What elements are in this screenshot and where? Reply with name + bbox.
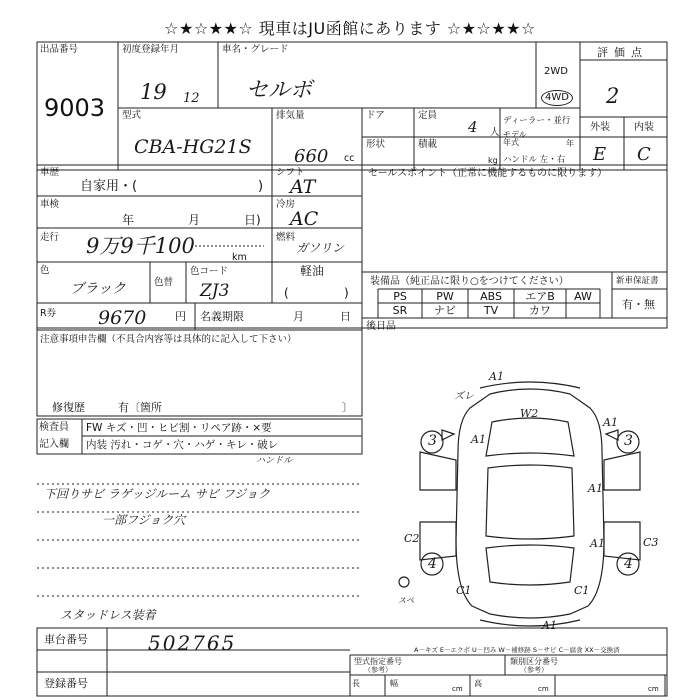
equip-pw: PW [436, 290, 454, 303]
eval-score: 2 [606, 84, 620, 108]
inspector-handwritten: ハンドル [256, 456, 293, 466]
diagram-mark-door-right: A1 [588, 482, 603, 495]
damage-legend: A－キズ E－エクボ U－凹み W－補修跡 S－サビ C－腐食 XX－交換済 [414, 646, 620, 654]
drive-4wd: 4WD [541, 90, 573, 106]
repaint-label: 色替 [154, 277, 174, 288]
sales-label: セールスポイント（正常に機能するものに限ります） [368, 168, 608, 179]
equip-tv: TV [483, 304, 499, 317]
capacity-value: 4 [468, 118, 478, 136]
warranty-label: 新車保証書 [616, 276, 659, 286]
ref-label-1: （参考） [364, 666, 392, 674]
color-label: 色 [40, 265, 50, 276]
history-value: 自家用・( [80, 179, 138, 194]
diagram-mark-front-left: ズレ [454, 391, 474, 402]
handle-label: ハンドル 左・右 [503, 155, 566, 165]
displacement-value: 660 [294, 146, 329, 167]
eval-label: 評価点 [597, 46, 648, 59]
color-code-label: 色コード [190, 266, 229, 277]
mileage-value: 9万9千100 [86, 234, 195, 258]
shape-label: 形状 [366, 139, 386, 150]
inspector-row-interior: 内装 汚れ・コゲ・穴・ハゲ・キレ・破レ [86, 439, 279, 451]
diagram-mark-sill-right: C3 [643, 536, 659, 549]
dim-height-unit: cm [648, 685, 659, 693]
displacement-label: 排気量 [276, 110, 305, 121]
equip-navi: ナビ [434, 304, 456, 317]
dealer-label: ディーラー・並行 [503, 116, 571, 126]
equip-sr: SR [392, 304, 408, 317]
aftermarket-label: 後日品 [366, 321, 396, 332]
lot-label: 出品番号 [40, 44, 79, 55]
dim-width-label: 幅 [390, 679, 398, 688]
fuel-close: ) [344, 286, 349, 300]
drive-2wd: 2WD [544, 66, 568, 77]
equip-abs: ABS [480, 290, 502, 303]
car-name-value: セルボ [246, 78, 313, 103]
interior-label: 内装 [634, 122, 654, 133]
dim-length-label: 長 [352, 679, 360, 688]
equip-leather: カワ [529, 304, 551, 317]
mileage-label: 走行 [40, 232, 60, 243]
recycle-value: 9670 [98, 307, 147, 329]
model-label: 型式 [122, 110, 142, 121]
expiry-day: 日 [340, 310, 351, 323]
ref-label-2: （参考） [520, 666, 548, 674]
exterior-label: 外装 [590, 122, 610, 133]
diagram-mark-wheel-rr: 4 [624, 556, 633, 572]
diagram-mark-bumper-rear: A1 [542, 619, 557, 632]
history-label: 車歴 [40, 167, 60, 178]
recycle-label: R券 [40, 308, 57, 319]
diagram-mark-sill-left: C2 [404, 532, 420, 545]
capacity-label: 定員 [418, 110, 438, 121]
inspection-month: 月 [188, 213, 201, 227]
notes-label: 注意事項申告欄（不具合内容等は具体的に記入して下さい） [40, 334, 297, 345]
inspection-label: 車検 [40, 199, 60, 210]
diagram-mark-rear-right: C1 [574, 584, 590, 597]
diagram-mark-fender-left: A1 [471, 433, 486, 446]
diagram-mark-quarter-right: A1 [590, 537, 605, 550]
load-unit: kg [488, 156, 498, 165]
displacement-unit: cc [344, 153, 355, 164]
chassis-label: 車台番号 [44, 633, 88, 646]
lot-number: 9003 [44, 94, 106, 122]
inspection-year: 年 [122, 213, 135, 227]
diagram-mark-bumper-front: A1 [489, 370, 504, 383]
classification-label: 類別区分番号 [510, 657, 558, 666]
equipment-label: 装備品（純正品に限り○をつけてください） [370, 276, 569, 287]
fuel-diesel: 軽油 [300, 264, 325, 278]
exterior-grade: E [593, 144, 607, 165]
history-close: ) [258, 179, 264, 194]
shift-value: AT [290, 176, 316, 198]
warranty-value: 有・無 [622, 298, 655, 311]
page-title: ☆★☆★★☆ 現車はJU函館にあります ☆★☆★★☆ [164, 19, 536, 38]
inspector-label-2: 記入欄 [39, 439, 69, 450]
fuel-value: ガソリン [296, 241, 345, 255]
model-year-unit: 年 [566, 139, 574, 148]
diagram-mark-wheel-fr: 3 [624, 433, 633, 449]
dim-width-unit: cm [538, 685, 549, 693]
color-code-value: ZJ3 [200, 281, 230, 301]
load-label: 積載 [418, 139, 438, 150]
inspection-day: 日) [244, 213, 261, 227]
model-value: CBA-HG21S [134, 136, 252, 158]
ac-label: 冷房 [276, 199, 296, 210]
recycle-unit: 円 [175, 310, 186, 323]
diagram-mark-spare: スペ [398, 596, 414, 605]
chassis-value: 502765 [148, 631, 237, 655]
shift-label: シフト [276, 167, 305, 178]
diagram-mark-wheel-rl: 4 [428, 556, 437, 572]
mileage-unit: km [232, 252, 247, 263]
dim-length-unit: cm [452, 685, 463, 693]
first-reg-label: 初度登録年月 [122, 44, 180, 55]
interior-grade: C [637, 144, 651, 165]
first-reg-month: 12 [183, 91, 200, 106]
model-designation-label: 型式指定番号 [354, 657, 402, 666]
model-year-label: モデル年式 [503, 130, 527, 147]
first-reg-year: 19 [140, 80, 167, 104]
repair-value: 有〔箇所 [118, 401, 162, 414]
equip-ps: PS [393, 290, 407, 303]
remark-line-2: 一部フジョク穴 [102, 513, 186, 527]
repair-close: 〕 [342, 401, 353, 414]
diagram-mark-fender-right: A1 [603, 416, 618, 429]
ac-value: AC [290, 208, 319, 230]
dim-height-label: 高 [474, 679, 482, 688]
car-diagram [380, 360, 670, 630]
registration-label: 登録番号 [44, 677, 88, 690]
doors-label: ドア [366, 110, 385, 121]
diagram-mark-hood: W2 [520, 407, 539, 420]
expiry-month: 月 [293, 310, 304, 323]
capacity-unit: 人 [490, 127, 500, 138]
fuel-label: 燃料 [276, 232, 296, 243]
equip-aw: AW [574, 290, 592, 303]
diagram-mark-wheel-fl: 3 [428, 433, 437, 449]
diagram-mark-rear-left: C1 [456, 584, 472, 597]
expiry-label: 名義期限 [200, 310, 244, 323]
inspector-row-fw: FW キズ・凹・ヒビ割・リペア跡・×要 [86, 422, 272, 434]
inspector-label-1: 検査員 [39, 422, 69, 433]
car-name-label: 車名・グレード [222, 44, 289, 55]
equip-airbag: エアB [525, 290, 555, 303]
repair-label: 修復歴 [52, 401, 85, 414]
fuel-open: ( [284, 286, 289, 300]
remark-line-3: スタッドレス装着 [60, 608, 156, 622]
color-value: ブラック [70, 281, 126, 297]
remark-line-1: 下回りサビ ラゲッジルーム サビ フジョク [44, 487, 270, 501]
